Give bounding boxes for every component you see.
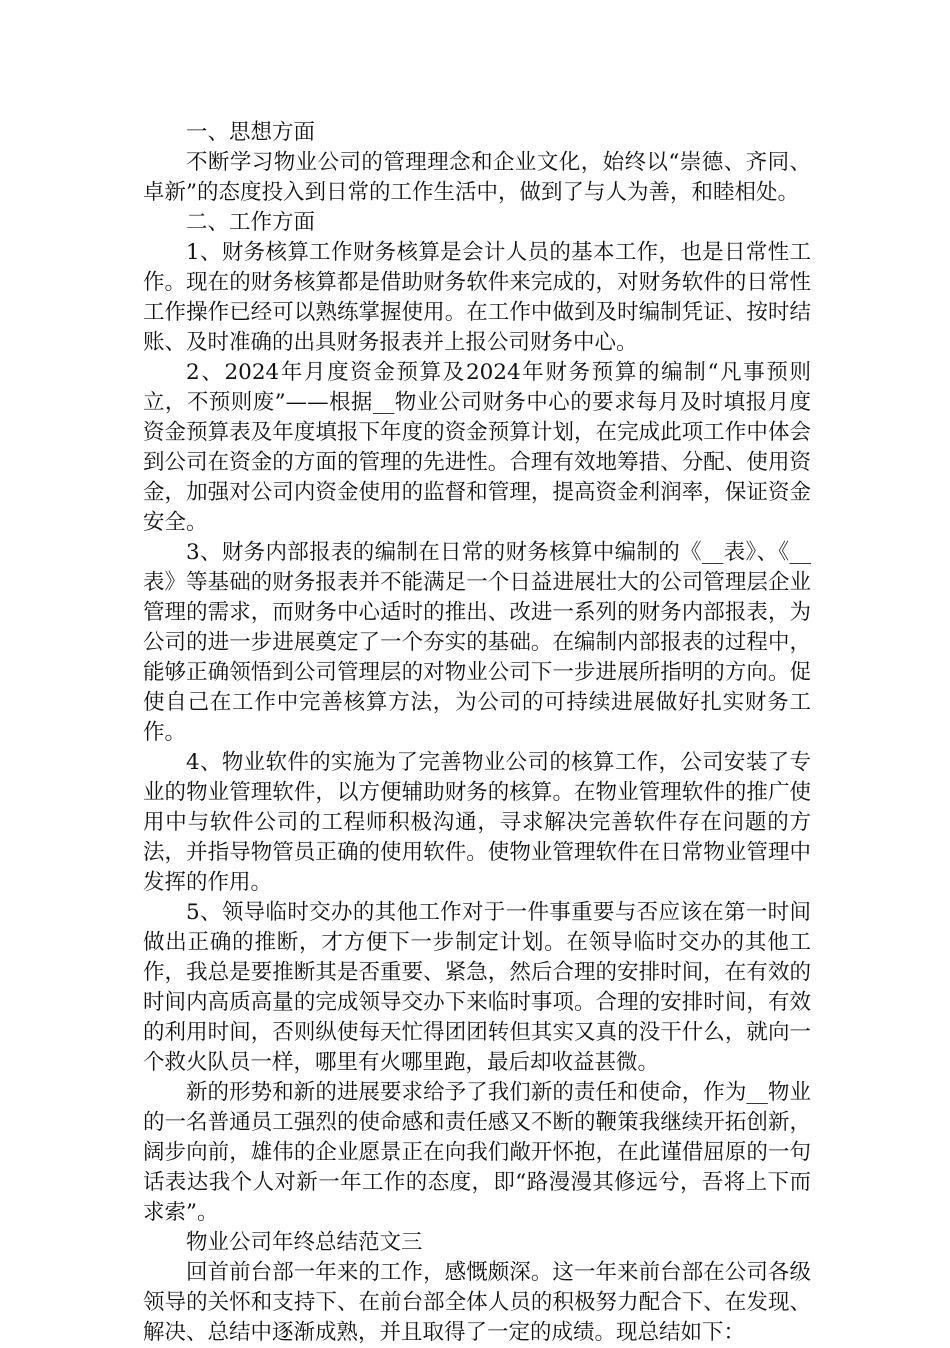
- document-body: [143, 118, 811, 1348]
- body-paragraph: 回首前台部一年来的工作，感慨颇深。这一年来前台部在公司各级领导的关怀和支持下、在前台部全体人员的积极努力配合下、在发现、解决、总结中逐渐成熟，并且取得了一定的成绩。现总结如下：: [143, 1260, 811, 1345]
- body-paragraph: 4、物业软件的实施为了完善物业公司的核算工作，公司安装了专业的物业管理软件，以方便辅助财务的核算。在物业管理软件的推广使用中与软件公司的工程师积极沟通，寻求解决完善软件存在问题的方法，并指导物管员正确的使用软件。使物业管理软件在日常物业管理中发挥的作用。: [143, 750, 811, 895]
- section-heading-work: 二、工作方面: [186, 210, 316, 235]
- body-paragraph: 不断学习物业公司的管理理念和企业文化，始终以“崇德、齐同、卓新”的态度投入到日常的工作生活中，做到了与人为善，和睦相处。: [143, 150, 811, 205]
- section-heading-thought: 一、思想方面: [186, 120, 316, 145]
- body-paragraph: 新的形势和新的进展要求给予了我们新的责任和使命，作为__物业的一名普通员工强烈的使命感和责任感又不断的鞭策我继续开拓创新，阔步向前，雄伟的企业愿景正在向我们敞开怀抱，在此谨借屈原的一句话表达我个人对新一年工作的态度，即“路漫漫其修远兮，吾将上下而求索”。: [143, 1080, 811, 1225]
- body-paragraph: 1、财务核算工作财务核算是会计人员的基本工作，也是日常性工作。现在的财务核算都是借助财务软件来完成的，对财务软件的日常性工作操作已经可以熟练掌握使用。在工作中做到及时编制凭证、按时结账、及时准确的出具财务报表并上报公司财务中心。: [143, 240, 811, 355]
- body-paragraph: 2、2024年月度资金预算及2024年财务预算的编制“凡事预则立，不预则废”——根据__物业公司财务中心的要求每月及时填报月度资金预算表及年度填报下年度的资金预算计划，在完成此项工作中体会到公司在资金的方面的管理的先进性。合理有效地筹措、分配、使用资金，加强对公司内资金使用的监督和管理，提高资金利润率，保证资金安全。: [143, 360, 811, 535]
- body-paragraph: 3、财务内部报表的编制在日常的财务核算中编制的《__表》、《__表》等基础的财务报表并不能满足一个日益进展壮大的公司管理层企业管理的需求，而财务中心适时的推出、改进一系列的财务内部报表，为公司的进一步进展奠定了一个夯实的基础。在编制内部报表的过程中，能够正确领悟到公司管理层的对物业公司下一步进展所指明的方向。促使自己在工作中完善核算方法，为公司的可持续进展做好扎实财务工作。: [143, 540, 811, 745]
- section-heading-sample-three: 物业公司年终总结范文三: [186, 1230, 423, 1255]
- body-paragraph: 5、领导临时交办的其他工作对于一件事重要与否应该在第一时间做出正确的推断，才方便下一步制定计划。在领导临时交办的其他工作，我总是要推断其是否重要、紧急，然后合理的安排时间，在有效的时间内高质高量的完成领导交办下来临时事项。合理的安排时间，有效的利用时间，否则纵使每天忙得团团转但其实又真的没干什么，就向一个救火队员一样，哪里有火哪里跑，最后却收益甚微。: [143, 900, 811, 1075]
